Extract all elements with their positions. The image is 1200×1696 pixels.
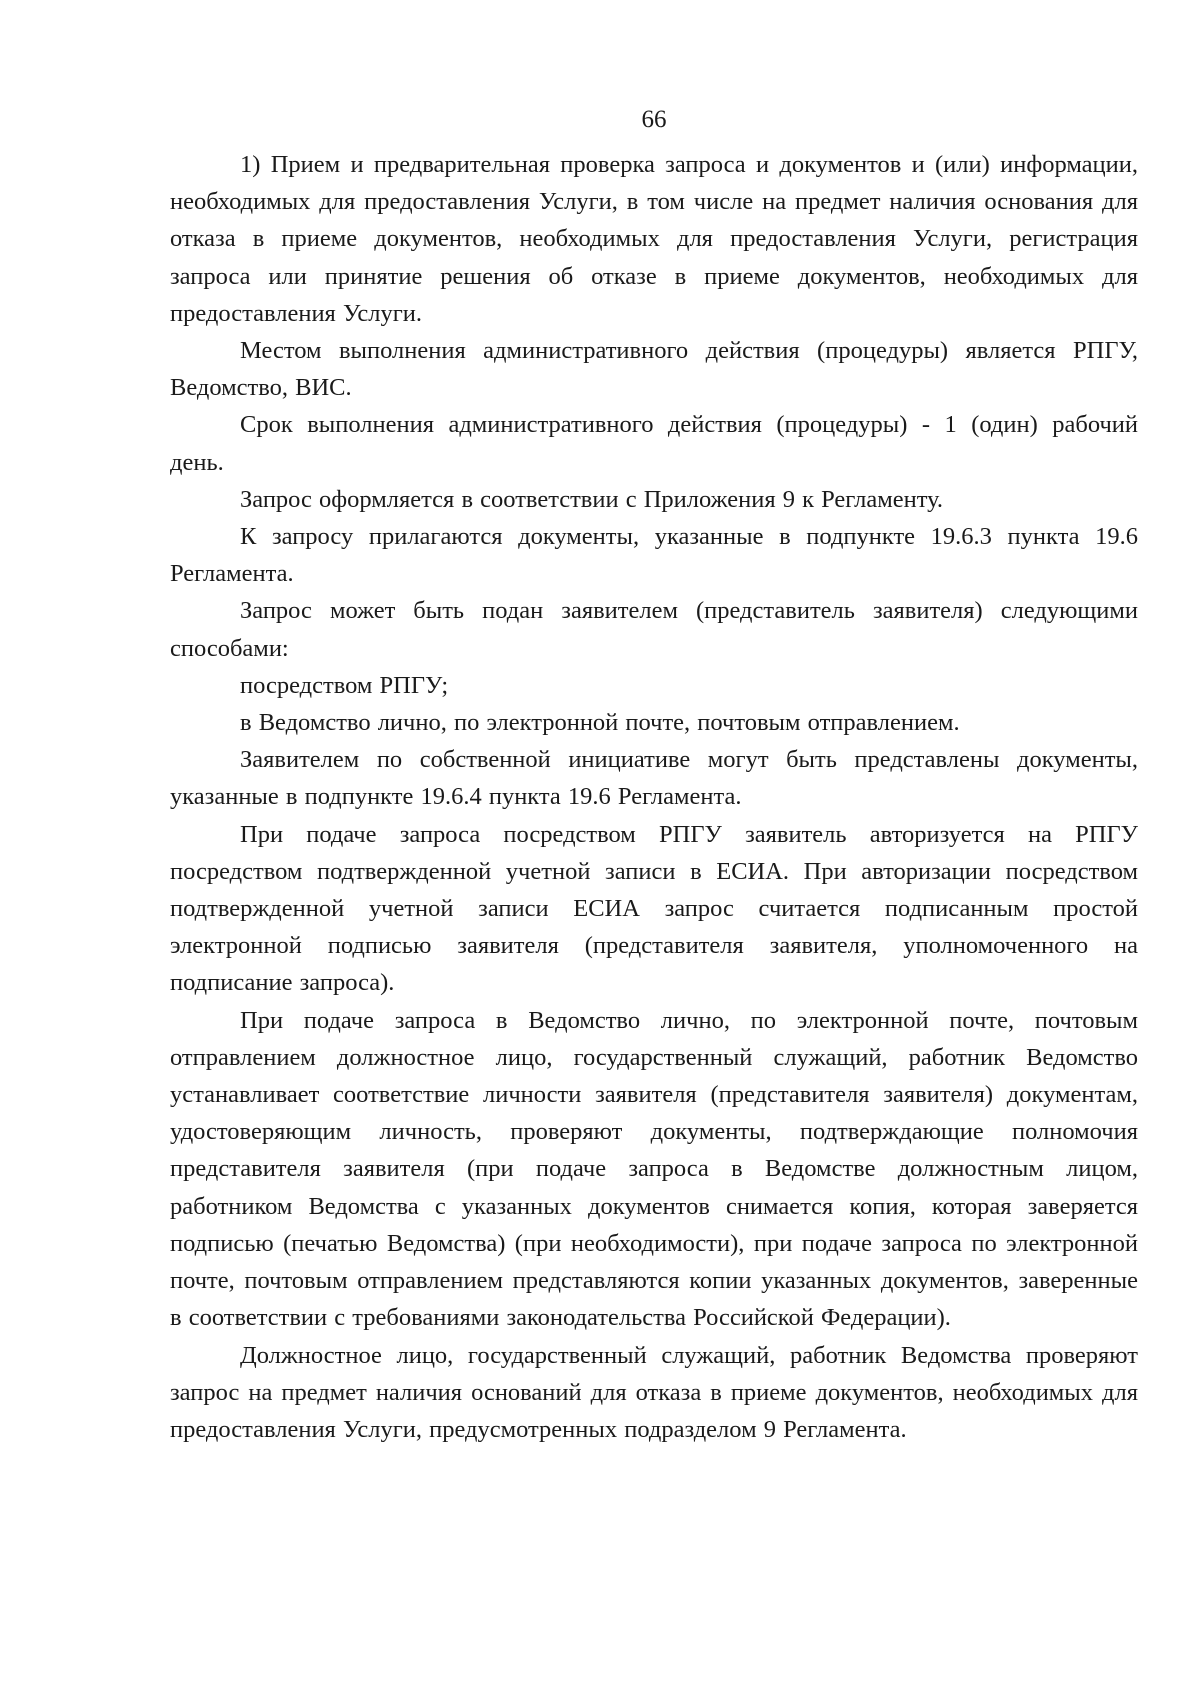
page-number: 66 <box>641 106 667 133</box>
paragraph-procedure-intake: 1) Прием и предварительная проверка запроса и документов и (или) информации, необходимых для предоставления Услуги, в том числе на предмет наличия основания для отказа в приеме документов, необходимых для предоставления Услуги, регистрация запроса или принятие решения об отказе в приеме документов, необходимых для предоставления Услуги. <box>170 151 1138 327</box>
paragraph-place-of-execution: Местом выполнения административного действия (процедуры) является РПГУ, Ведомство, ВИС. <box>170 337 1138 402</box>
paragraph-request-check: Должностное лицо, государственный служащий, работник Ведомства проверяют запрос на предмет наличия оснований для отказа в приеме документов, необходимых для предоставления Услуги, предусмотренных подразделом 9 Регламента. <box>170 1341 1138 1443</box>
paragraph-rpgu-authorization: При подаче запроса посредством РПГУ заявитель авторизуется на РПГУ посредством подтвержденной учетной записи в ЕСИА. При авторизации посредством подтвержденной учетной записи ЕСИА запрос считается подписанным простой электронной подписью заявителя (представителя заявителя, уполномоченного на подписание запроса). <box>170 820 1138 997</box>
document-page <box>170 106 1138 1448</box>
paragraph-submission-methods: Запрос может быть подан заявителем (представитель заявителя) следующими способами: <box>170 597 1138 662</box>
paragraph-attached-documents: К запросу прилагаются документы, указанные в подпункте 19.6.3 пункта 19.6 Регламента. <box>170 523 1138 588</box>
paragraph-request-format: Запрос оформляется в соответствии с Приложения 9 к Регламенту. <box>240 485 943 513</box>
paragraph-method-in-person: в Ведомство лично, по электронной почте, почтовым отправлением. <box>240 709 960 737</box>
paragraph-method-rpgu: посредством РПГУ; <box>240 671 449 699</box>
paragraph-in-person-verification: При подаче запроса в Ведомство лично, по электронной почте, почтовым отправлением должностное лицо, государственный служащий, работник Ведомство устанавливает соответствие личности заявителя (представителя заявителя) документам, удостоверяющим личность, проверяют документы, подтверждающие полномочия представителя заявителя (при подаче запроса в Ведомстве должностным лицом, работником Ведомства с указанных документов снимается копия, которая заверяется подписью (печатью Ведомства) (при необходимости), при подаче запроса по электронной почте, почтовым отправлением представляются копии указанных документов, заверенные в соответствии с требованиями законодательства Российской Федерации). <box>170 1006 1138 1332</box>
paragraph-own-initiative-documents: Заявителем по собственной инициативе могут быть представлены документы, указанные в подпункте 19.6.4 пункта 19.6 Регламента. <box>170 746 1138 811</box>
paragraph-execution-term: Срок выполнения административного действия (процедуры) - 1 (один) рабочий день. <box>170 411 1138 476</box>
